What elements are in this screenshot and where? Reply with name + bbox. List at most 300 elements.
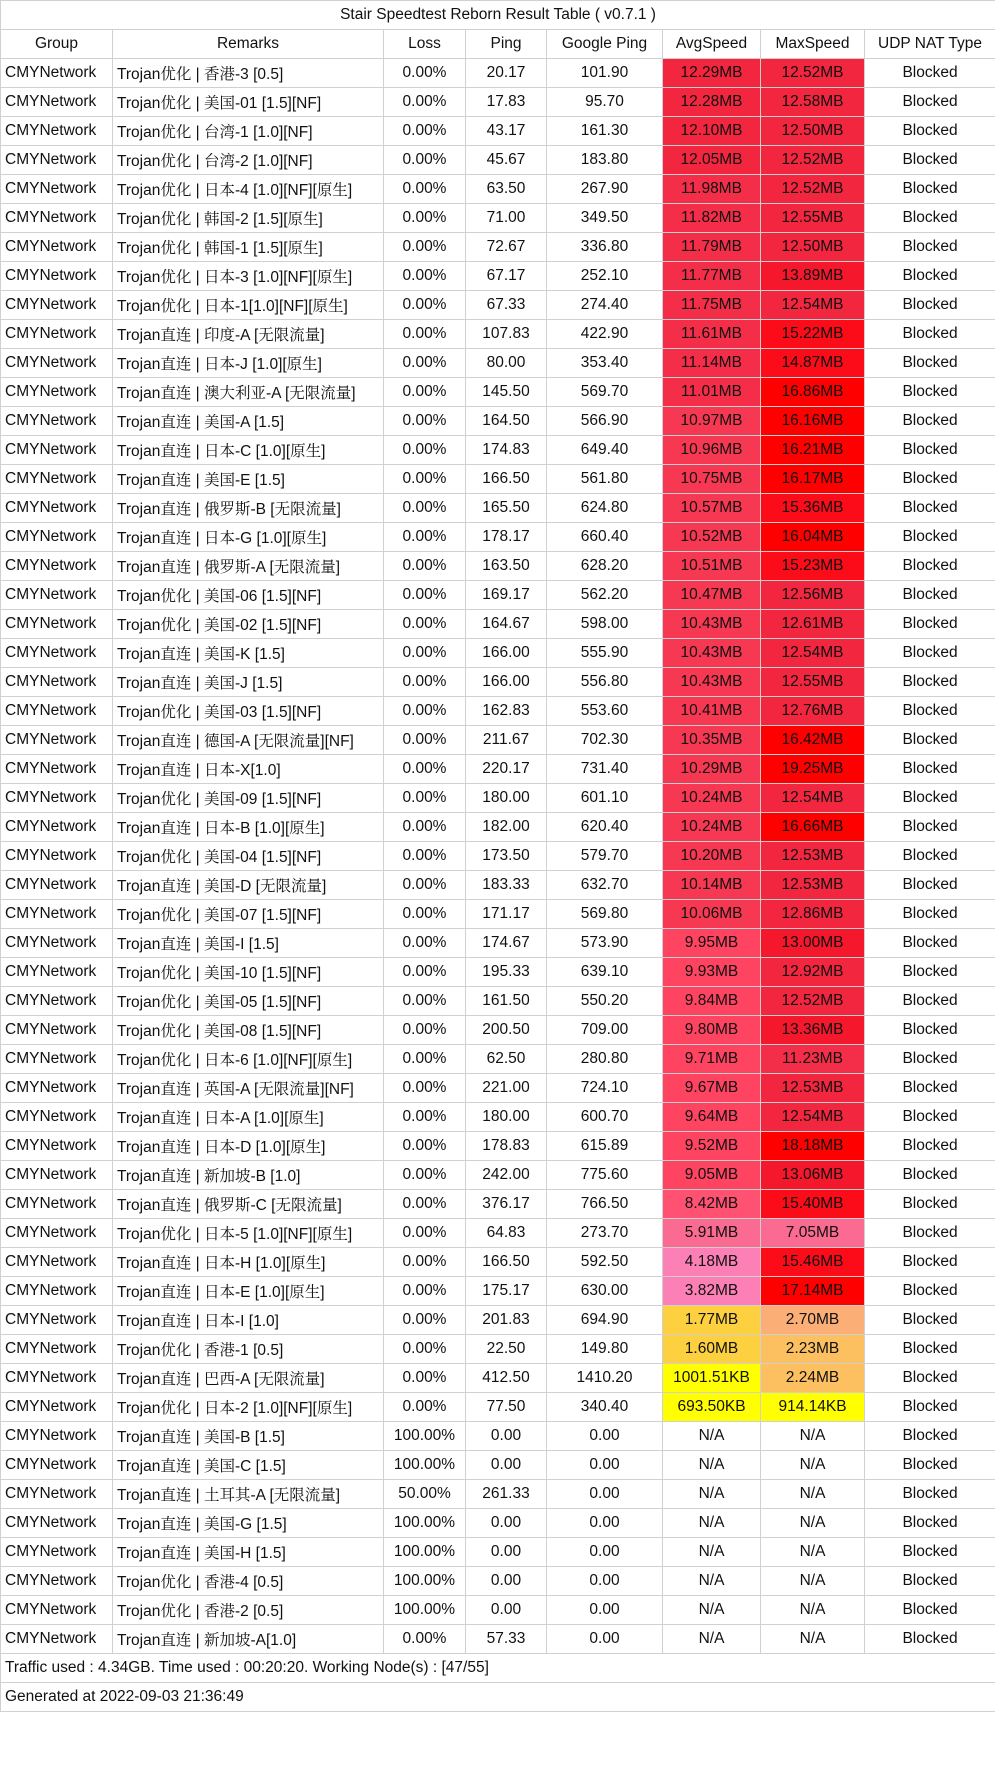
cell-group: CMYNetwork [1, 88, 113, 117]
cell-max-speed: 12.86MB [761, 900, 865, 929]
cell-udp-nat-type: Blocked [865, 204, 995, 233]
cell-group: CMYNetwork [1, 929, 113, 958]
cell-ping: 183.33 [466, 871, 547, 900]
cell-avg-speed: 11.01MB [663, 378, 761, 407]
cell-udp-nat-type: Blocked [865, 378, 995, 407]
cell-ping: 0.00 [466, 1538, 547, 1567]
cell-google-ping: 0.00 [547, 1422, 663, 1451]
cell-remarks: Trojan优化 | 日本-1[1.0][NF][原生] [113, 291, 384, 320]
cell-google-ping: 660.40 [547, 523, 663, 552]
table-row [1, 1509, 995, 1538]
cell-group: CMYNetwork [1, 871, 113, 900]
cell-avg-speed: 1.60MB [663, 1335, 761, 1364]
cell-loss: 100.00% [384, 1509, 466, 1538]
cell-max-speed: 12.53MB [761, 1074, 865, 1103]
cell-ping: 67.33 [466, 291, 547, 320]
cell-remarks: Trojan优化 | 美国-06 [1.5][NF] [113, 581, 384, 610]
cell-loss: 0.00% [384, 117, 466, 146]
cell-remarks: Trojan优化 | 韩国-1 [1.5][原生] [113, 233, 384, 262]
cell-ping: 175.17 [466, 1277, 547, 1306]
table-row [1, 262, 995, 291]
cell-google-ping: 624.80 [547, 494, 663, 523]
cell-loss: 100.00% [384, 1567, 466, 1596]
table-row [1, 987, 995, 1016]
cell-avg-speed: N/A [663, 1451, 761, 1480]
cell-avg-speed: 4.18MB [663, 1248, 761, 1277]
cell-max-speed: 12.54MB [761, 291, 865, 320]
table-row [1, 958, 995, 987]
cell-max-speed: 16.66MB [761, 813, 865, 842]
cell-udp-nat-type: Blocked [865, 697, 995, 726]
cell-udp-nat-type: Blocked [865, 1161, 995, 1190]
cell-udp-nat-type: Blocked [865, 494, 995, 523]
table-row [1, 465, 995, 494]
cell-ping: 165.50 [466, 494, 547, 523]
cell-loss: 0.00% [384, 378, 466, 407]
cell-ping: 173.50 [466, 842, 547, 871]
table-row [1, 523, 995, 552]
table-row [1, 1277, 995, 1306]
cell-remarks: Trojan优化 | 日本-6 [1.0][NF][原生] [113, 1045, 384, 1074]
cell-avg-speed: 10.75MB [663, 465, 761, 494]
cell-avg-speed: 10.96MB [663, 436, 761, 465]
cell-max-speed: 12.52MB [761, 146, 865, 175]
cell-max-speed: 11.23MB [761, 1045, 865, 1074]
cell-max-speed: N/A [761, 1422, 865, 1451]
cell-loss: 0.00% [384, 1306, 466, 1335]
cell-max-speed: N/A [761, 1509, 865, 1538]
cell-avg-speed: 11.14MB [663, 349, 761, 378]
cell-max-speed: N/A [761, 1625, 865, 1654]
cell-ping: 71.00 [466, 204, 547, 233]
cell-max-speed: 12.61MB [761, 610, 865, 639]
cell-remarks: Trojan直连 | 俄罗斯-B [无限流量] [113, 494, 384, 523]
cell-ping: 201.83 [466, 1306, 547, 1335]
cell-avg-speed: 11.82MB [663, 204, 761, 233]
cell-remarks: Trojan优化 | 香港-3 [0.5] [113, 59, 384, 88]
table-row [1, 610, 995, 639]
cell-avg-speed: 10.47MB [663, 581, 761, 610]
cell-avg-speed: 9.95MB [663, 929, 761, 958]
cell-remarks: Trojan直连 | 美国-A [1.5] [113, 407, 384, 436]
cell-ping: 164.67 [466, 610, 547, 639]
cell-group: CMYNetwork [1, 697, 113, 726]
table-row [1, 1190, 995, 1219]
cell-remarks: Trojan优化 | 美国-07 [1.5][NF] [113, 900, 384, 929]
cell-loss: 0.00% [384, 1045, 466, 1074]
cell-google-ping: 694.90 [547, 1306, 663, 1335]
table-row [1, 668, 995, 697]
column-header-avg-speed: AvgSpeed [663, 30, 761, 59]
title-row [1, 1, 995, 30]
cell-avg-speed: N/A [663, 1596, 761, 1625]
cell-ping: 195.33 [466, 958, 547, 987]
cell-remarks: Trojan直连 | 日本-D [1.0][原生] [113, 1132, 384, 1161]
table-row [1, 697, 995, 726]
cell-remarks: Trojan直连 | 美国-D [无限流量] [113, 871, 384, 900]
cell-remarks: Trojan直连 | 日本-X[1.0] [113, 755, 384, 784]
generated-text: Generated at 2022-09-03 21:36:49 [1, 1683, 995, 1712]
table-row [1, 1306, 995, 1335]
cell-group: CMYNetwork [1, 291, 113, 320]
cell-loss: 50.00% [384, 1480, 466, 1509]
cell-google-ping: 267.90 [547, 175, 663, 204]
cell-udp-nat-type: Blocked [865, 1451, 995, 1480]
cell-max-speed: 13.06MB [761, 1161, 865, 1190]
cell-udp-nat-type: Blocked [865, 1509, 995, 1538]
cell-avg-speed: 11.77MB [663, 262, 761, 291]
cell-loss: 0.00% [384, 291, 466, 320]
cell-google-ping: 353.40 [547, 349, 663, 378]
cell-loss: 0.00% [384, 175, 466, 204]
cell-ping: 166.00 [466, 668, 547, 697]
cell-google-ping: 0.00 [547, 1509, 663, 1538]
cell-max-speed: 18.18MB [761, 1132, 865, 1161]
table-row [1, 204, 995, 233]
cell-remarks: Trojan直连 | 印度-A [无限流量] [113, 320, 384, 349]
cell-ping: 211.67 [466, 726, 547, 755]
cell-max-speed: N/A [761, 1480, 865, 1509]
cell-max-speed: 12.52MB [761, 175, 865, 204]
table-row [1, 233, 995, 262]
cell-google-ping: 561.80 [547, 465, 663, 494]
cell-udp-nat-type: Blocked [865, 784, 995, 813]
column-header-group: Group [1, 30, 113, 59]
cell-remarks: Trojan优化 | 美国-02 [1.5][NF] [113, 610, 384, 639]
cell-udp-nat-type: Blocked [865, 88, 995, 117]
cell-avg-speed: 9.84MB [663, 987, 761, 1016]
cell-udp-nat-type: Blocked [865, 610, 995, 639]
cell-ping: 0.00 [466, 1451, 547, 1480]
cell-ping: 164.50 [466, 407, 547, 436]
cell-group: CMYNetwork [1, 1509, 113, 1538]
cell-google-ping: 598.00 [547, 610, 663, 639]
cell-remarks: Trojan优化 | 台湾-2 [1.0][NF] [113, 146, 384, 175]
cell-loss: 0.00% [384, 813, 466, 842]
cell-ping: 145.50 [466, 378, 547, 407]
cell-udp-nat-type: Blocked [865, 1393, 995, 1422]
cell-ping: 162.83 [466, 697, 547, 726]
cell-loss: 0.00% [384, 842, 466, 871]
cell-max-speed: 13.00MB [761, 929, 865, 958]
table-row [1, 1103, 995, 1132]
cell-group: CMYNetwork [1, 1074, 113, 1103]
cell-loss: 100.00% [384, 1596, 466, 1625]
cell-ping: 0.00 [466, 1596, 547, 1625]
cell-udp-nat-type: Blocked [865, 320, 995, 349]
cell-group: CMYNetwork [1, 900, 113, 929]
cell-max-speed: 7.05MB [761, 1219, 865, 1248]
cell-remarks: Trojan直连 | 德国-A [无限流量][NF] [113, 726, 384, 755]
table-row [1, 1364, 995, 1393]
cell-google-ping: 349.50 [547, 204, 663, 233]
cell-group: CMYNetwork [1, 349, 113, 378]
cell-group: CMYNetwork [1, 610, 113, 639]
table-row [1, 726, 995, 755]
cell-group: CMYNetwork [1, 1190, 113, 1219]
cell-remarks: Trojan直连 | 土耳其-A [无限流量] [113, 1480, 384, 1509]
cell-remarks: Trojan直连 | 美国-G [1.5] [113, 1509, 384, 1538]
table-row [1, 1045, 995, 1074]
table-row [1, 1074, 995, 1103]
cell-udp-nat-type: Blocked [865, 1074, 995, 1103]
cell-udp-nat-type: Blocked [865, 1132, 995, 1161]
cell-max-speed: 16.42MB [761, 726, 865, 755]
cell-loss: 0.00% [384, 726, 466, 755]
cell-udp-nat-type: Blocked [865, 1596, 995, 1625]
cell-loss: 0.00% [384, 1335, 466, 1364]
cell-avg-speed: N/A [663, 1567, 761, 1596]
cell-loss: 0.00% [384, 1190, 466, 1219]
cell-google-ping: 709.00 [547, 1016, 663, 1045]
cell-udp-nat-type: Blocked [865, 552, 995, 581]
cell-group: CMYNetwork [1, 262, 113, 291]
cell-avg-speed: 12.05MB [663, 146, 761, 175]
cell-udp-nat-type: Blocked [865, 1045, 995, 1074]
summary-row [1, 1654, 995, 1683]
cell-avg-speed: 8.42MB [663, 1190, 761, 1219]
cell-remarks: Trojan直连 | 俄罗斯-C [无限流量] [113, 1190, 384, 1219]
cell-loss: 100.00% [384, 1538, 466, 1567]
cell-remarks: Trojan直连 | 美国-K [1.5] [113, 639, 384, 668]
table-row [1, 1393, 995, 1422]
cell-max-speed: 12.52MB [761, 987, 865, 1016]
cell-google-ping: 280.80 [547, 1045, 663, 1074]
column-header-udp-nat-type: UDP NAT Type [865, 30, 995, 59]
cell-remarks: Trojan直连 | 美国-J [1.5] [113, 668, 384, 697]
cell-max-speed: 914.14KB [761, 1393, 865, 1422]
column-header-ping: Ping [466, 30, 547, 59]
cell-google-ping: 101.90 [547, 59, 663, 88]
cell-ping: 174.83 [466, 436, 547, 465]
cell-group: CMYNetwork [1, 320, 113, 349]
cell-udp-nat-type: Blocked [865, 465, 995, 494]
cell-udp-nat-type: Blocked [865, 407, 995, 436]
cell-google-ping: 592.50 [547, 1248, 663, 1277]
cell-group: CMYNetwork [1, 146, 113, 175]
cell-loss: 0.00% [384, 929, 466, 958]
cell-avg-speed: N/A [663, 1480, 761, 1509]
cell-udp-nat-type: Blocked [865, 668, 995, 697]
cell-group: CMYNetwork [1, 1422, 113, 1451]
cell-max-speed: 12.56MB [761, 581, 865, 610]
cell-udp-nat-type: Blocked [865, 987, 995, 1016]
cell-avg-speed: 9.93MB [663, 958, 761, 987]
cell-ping: 166.50 [466, 465, 547, 494]
table-row [1, 1016, 995, 1045]
cell-avg-speed: 10.43MB [663, 639, 761, 668]
cell-loss: 0.00% [384, 1016, 466, 1045]
cell-max-speed: 17.14MB [761, 1277, 865, 1306]
cell-loss: 0.00% [384, 697, 466, 726]
cell-group: CMYNetwork [1, 581, 113, 610]
cell-max-speed: 15.22MB [761, 320, 865, 349]
cell-remarks: Trojan直连 | 英国-A [无限流量][NF] [113, 1074, 384, 1103]
cell-google-ping: 0.00 [547, 1625, 663, 1654]
table-row [1, 59, 995, 88]
cell-udp-nat-type: Blocked [865, 523, 995, 552]
cell-group: CMYNetwork [1, 1480, 113, 1509]
cell-remarks: Trojan优化 | 韩国-2 [1.5][原生] [113, 204, 384, 233]
cell-ping: 242.00 [466, 1161, 547, 1190]
table-row [1, 1132, 995, 1161]
cell-group: CMYNetwork [1, 1045, 113, 1074]
cell-udp-nat-type: Blocked [865, 1248, 995, 1277]
cell-udp-nat-type: Blocked [865, 842, 995, 871]
cell-google-ping: 579.70 [547, 842, 663, 871]
cell-max-speed: 12.76MB [761, 697, 865, 726]
table-row [1, 639, 995, 668]
cell-remarks: Trojan优化 | 日本-5 [1.0][NF][原生] [113, 1219, 384, 1248]
cell-google-ping: 766.50 [547, 1190, 663, 1219]
table-row [1, 1596, 995, 1625]
cell-google-ping: 775.60 [547, 1161, 663, 1190]
cell-udp-nat-type: Blocked [865, 813, 995, 842]
cell-google-ping: 183.80 [547, 146, 663, 175]
cell-ping: 67.17 [466, 262, 547, 291]
column-header-google-ping: Google Ping [547, 30, 663, 59]
table-row [1, 1219, 995, 1248]
cell-loss: 0.00% [384, 639, 466, 668]
table-row [1, 1161, 995, 1190]
cell-remarks: Trojan直连 | 日本-I [1.0] [113, 1306, 384, 1335]
cell-ping: 166.00 [466, 639, 547, 668]
cell-avg-speed: 1.77MB [663, 1306, 761, 1335]
table-row [1, 1625, 995, 1654]
cell-udp-nat-type: Blocked [865, 929, 995, 958]
table-row [1, 349, 995, 378]
table-row [1, 871, 995, 900]
header-row [1, 30, 995, 59]
cell-avg-speed: 10.52MB [663, 523, 761, 552]
table-row [1, 552, 995, 581]
cell-udp-nat-type: Blocked [865, 436, 995, 465]
cell-loss: 0.00% [384, 233, 466, 262]
table-row [1, 1480, 995, 1509]
cell-udp-nat-type: Blocked [865, 1480, 995, 1509]
cell-max-speed: 12.50MB [761, 233, 865, 262]
cell-group: CMYNetwork [1, 552, 113, 581]
cell-google-ping: 161.30 [547, 117, 663, 146]
cell-max-speed: 12.55MB [761, 668, 865, 697]
cell-max-speed: 16.86MB [761, 378, 865, 407]
cell-ping: 0.00 [466, 1567, 547, 1596]
cell-avg-speed: 10.06MB [663, 900, 761, 929]
cell-loss: 0.00% [384, 1074, 466, 1103]
cell-udp-nat-type: Blocked [865, 1277, 995, 1306]
cell-remarks: Trojan优化 | 美国-03 [1.5][NF] [113, 697, 384, 726]
cell-max-speed: 12.54MB [761, 639, 865, 668]
cell-group: CMYNetwork [1, 1393, 113, 1422]
cell-group: CMYNetwork [1, 204, 113, 233]
cell-remarks: Trojan优化 | 美国-08 [1.5][NF] [113, 1016, 384, 1045]
cell-remarks: Trojan优化 | 美国-05 [1.5][NF] [113, 987, 384, 1016]
cell-group: CMYNetwork [1, 1277, 113, 1306]
cell-google-ping: 702.30 [547, 726, 663, 755]
cell-avg-speed: 11.79MB [663, 233, 761, 262]
cell-max-speed: 12.54MB [761, 1103, 865, 1132]
cell-avg-speed: 10.24MB [663, 784, 761, 813]
cell-remarks: Trojan直连 | 新加坡-B [1.0] [113, 1161, 384, 1190]
cell-udp-nat-type: Blocked [865, 1190, 995, 1219]
cell-avg-speed: 9.80MB [663, 1016, 761, 1045]
cell-loss: 100.00% [384, 1422, 466, 1451]
cell-group: CMYNetwork [1, 1538, 113, 1567]
table-row [1, 581, 995, 610]
table-row [1, 146, 995, 175]
cell-max-speed: 12.53MB [761, 842, 865, 871]
cell-remarks: Trojan优化 | 美国-04 [1.5][NF] [113, 842, 384, 871]
table-row [1, 784, 995, 813]
cell-udp-nat-type: Blocked [865, 871, 995, 900]
cell-avg-speed: N/A [663, 1422, 761, 1451]
column-header-max-speed: MaxSpeed [761, 30, 865, 59]
cell-ping: 376.17 [466, 1190, 547, 1219]
cell-google-ping: 556.80 [547, 668, 663, 697]
cell-avg-speed: 3.82MB [663, 1277, 761, 1306]
cell-group: CMYNetwork [1, 1451, 113, 1480]
cell-google-ping: 566.90 [547, 407, 663, 436]
table-row [1, 1335, 995, 1364]
table-row [1, 900, 995, 929]
cell-google-ping: 273.70 [547, 1219, 663, 1248]
cell-remarks: Trojan直连 | 日本-C [1.0][原生] [113, 436, 384, 465]
column-header-remarks: Remarks [113, 30, 384, 59]
cell-group: CMYNetwork [1, 523, 113, 552]
cell-loss: 0.00% [384, 1364, 466, 1393]
cell-avg-speed: 12.10MB [663, 117, 761, 146]
table-row [1, 1422, 995, 1451]
cell-loss: 0.00% [384, 610, 466, 639]
cell-google-ping: 628.20 [547, 552, 663, 581]
cell-loss: 0.00% [384, 1277, 466, 1306]
table-row [1, 929, 995, 958]
cell-avg-speed: 1001.51KB [663, 1364, 761, 1393]
cell-google-ping: 274.40 [547, 291, 663, 320]
cell-remarks: Trojan直连 | 美国-I [1.5] [113, 929, 384, 958]
cell-ping: 221.00 [466, 1074, 547, 1103]
cell-remarks: Trojan直连 | 巴西-A [无限流量] [113, 1364, 384, 1393]
cell-avg-speed: 9.67MB [663, 1074, 761, 1103]
cell-avg-speed: 10.51MB [663, 552, 761, 581]
cell-ping: 107.83 [466, 320, 547, 349]
cell-ping: 174.67 [466, 929, 547, 958]
cell-ping: 43.17 [466, 117, 547, 146]
table-row [1, 1567, 995, 1596]
table-row [1, 320, 995, 349]
cell-remarks: Trojan直连 | 美国-E [1.5] [113, 465, 384, 494]
cell-avg-speed: 10.29MB [663, 755, 761, 784]
cell-loss: 0.00% [384, 1161, 466, 1190]
cell-google-ping: 0.00 [547, 1480, 663, 1509]
cell-ping: 180.00 [466, 1103, 547, 1132]
cell-ping: 64.83 [466, 1219, 547, 1248]
cell-udp-nat-type: Blocked [865, 146, 995, 175]
cell-udp-nat-type: Blocked [865, 1016, 995, 1045]
cell-ping: 17.83 [466, 88, 547, 117]
cell-group: CMYNetwork [1, 1132, 113, 1161]
cell-group: CMYNetwork [1, 639, 113, 668]
cell-group: CMYNetwork [1, 117, 113, 146]
cell-group: CMYNetwork [1, 1567, 113, 1596]
cell-remarks: Trojan直连 | 日本-H [1.0][原生] [113, 1248, 384, 1277]
cell-loss: 0.00% [384, 552, 466, 581]
cell-max-speed: 12.55MB [761, 204, 865, 233]
cell-udp-nat-type: Blocked [865, 1567, 995, 1596]
cell-udp-nat-type: Blocked [865, 349, 995, 378]
table-row [1, 813, 995, 842]
table-row [1, 378, 995, 407]
